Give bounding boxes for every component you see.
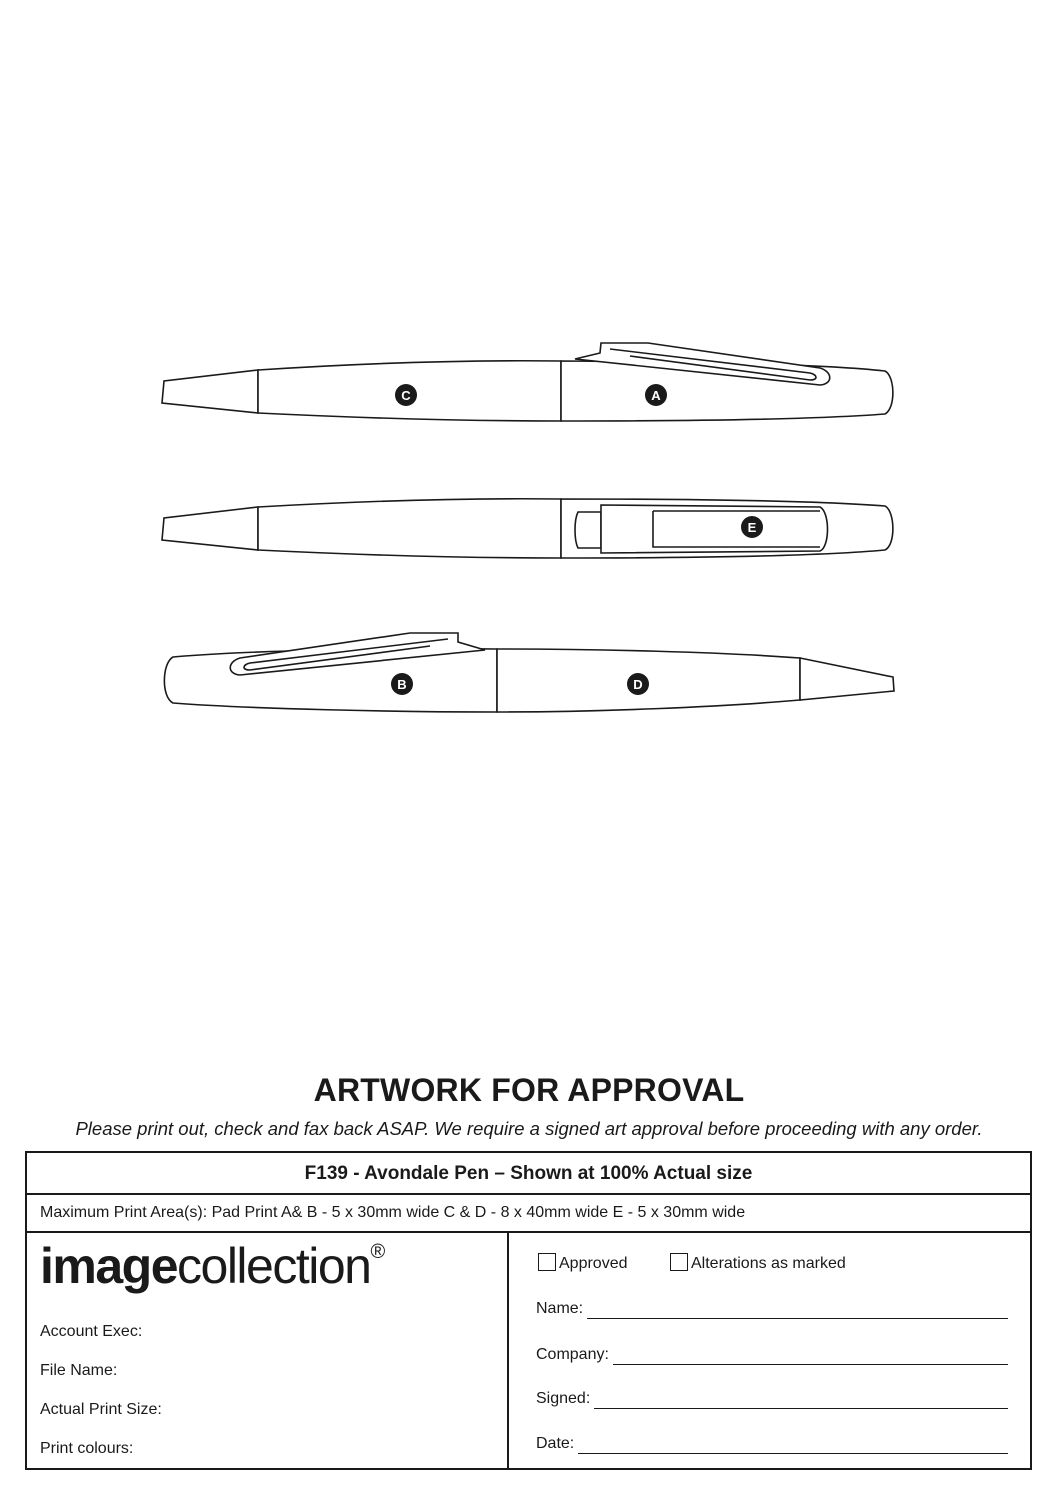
company-field[interactable] [536,1341,1008,1365]
name-field[interactable] [536,1295,1008,1319]
company-label: Company: [536,1346,609,1363]
marker-c [395,384,417,406]
name-line[interactable] [587,1304,1008,1319]
pen-2-tip [162,507,258,550]
marker-b [391,673,413,695]
pen-view-clip [162,499,893,558]
instructions-text: Please print out, check and fax back ASAP. We require a signed art approval before proceeding with any order. [75,1118,983,1139]
marker-d-label: D [633,677,643,692]
signed-label: Signed: [536,1390,591,1407]
approval-panel [509,1233,1032,1470]
alterations-option[interactable] [670,1253,846,1273]
print-colours-label: Print colours: [40,1440,134,1457]
alterations-checkbox[interactable] [670,1253,688,1271]
product-title: F139 - Avondale Pen – Shown at 100% Actual size [27,1153,1030,1195]
marker-d [627,673,649,695]
marker-a [645,384,667,406]
file-name-label: File Name: [40,1362,118,1379]
signed-field[interactable] [536,1385,1008,1409]
actual-print-size-label: Actual Print Size: [40,1401,162,1418]
account-exec-label: Account Exec: [40,1323,143,1340]
approved-option[interactable] [538,1253,628,1273]
pen-3-tip [800,658,894,700]
marker-c-label: C [401,388,411,403]
pen-2-clip-body [601,505,828,553]
alterations-label: Alterations as marked [691,1255,846,1272]
info-panel [27,1233,509,1470]
pen-2-barrel [258,499,561,558]
signed-line[interactable] [594,1394,1008,1409]
name-label: Name: [536,1300,584,1317]
pen-view-top [162,343,893,421]
pen-view-bottom [164,633,894,712]
marker-b-label: B [397,677,407,692]
approved-checkbox[interactable] [538,1253,556,1271]
logo-bold-text: image [40,1238,178,1294]
pen-3-barrel [497,649,800,712]
marker-a-label: A [651,388,661,403]
logo-regular-text: collection [177,1238,371,1294]
page-title: ARTWORK FOR APPROVAL [313,1072,745,1108]
marker-e-label: E [747,520,757,535]
marker-e [741,516,763,538]
date-field[interactable] [536,1430,1008,1454]
logo-registered-mark: ® [370,1241,386,1263]
approved-label: Approved [559,1255,628,1272]
pen-1-tip [162,370,258,413]
date-label: Date: [536,1435,575,1452]
company-line[interactable] [613,1350,1008,1365]
print-area-info: Maximum Print Area(s): Pad Print A& B - 5 x 30mm wide C & D - 8 x 40mm wide E - 5 x 30mm wide [27,1195,1030,1233]
pen-2-clip-base [575,512,601,548]
company-logo [40,1237,385,1295]
approval-form [25,1151,1032,1470]
date-line[interactable] [578,1439,1008,1454]
